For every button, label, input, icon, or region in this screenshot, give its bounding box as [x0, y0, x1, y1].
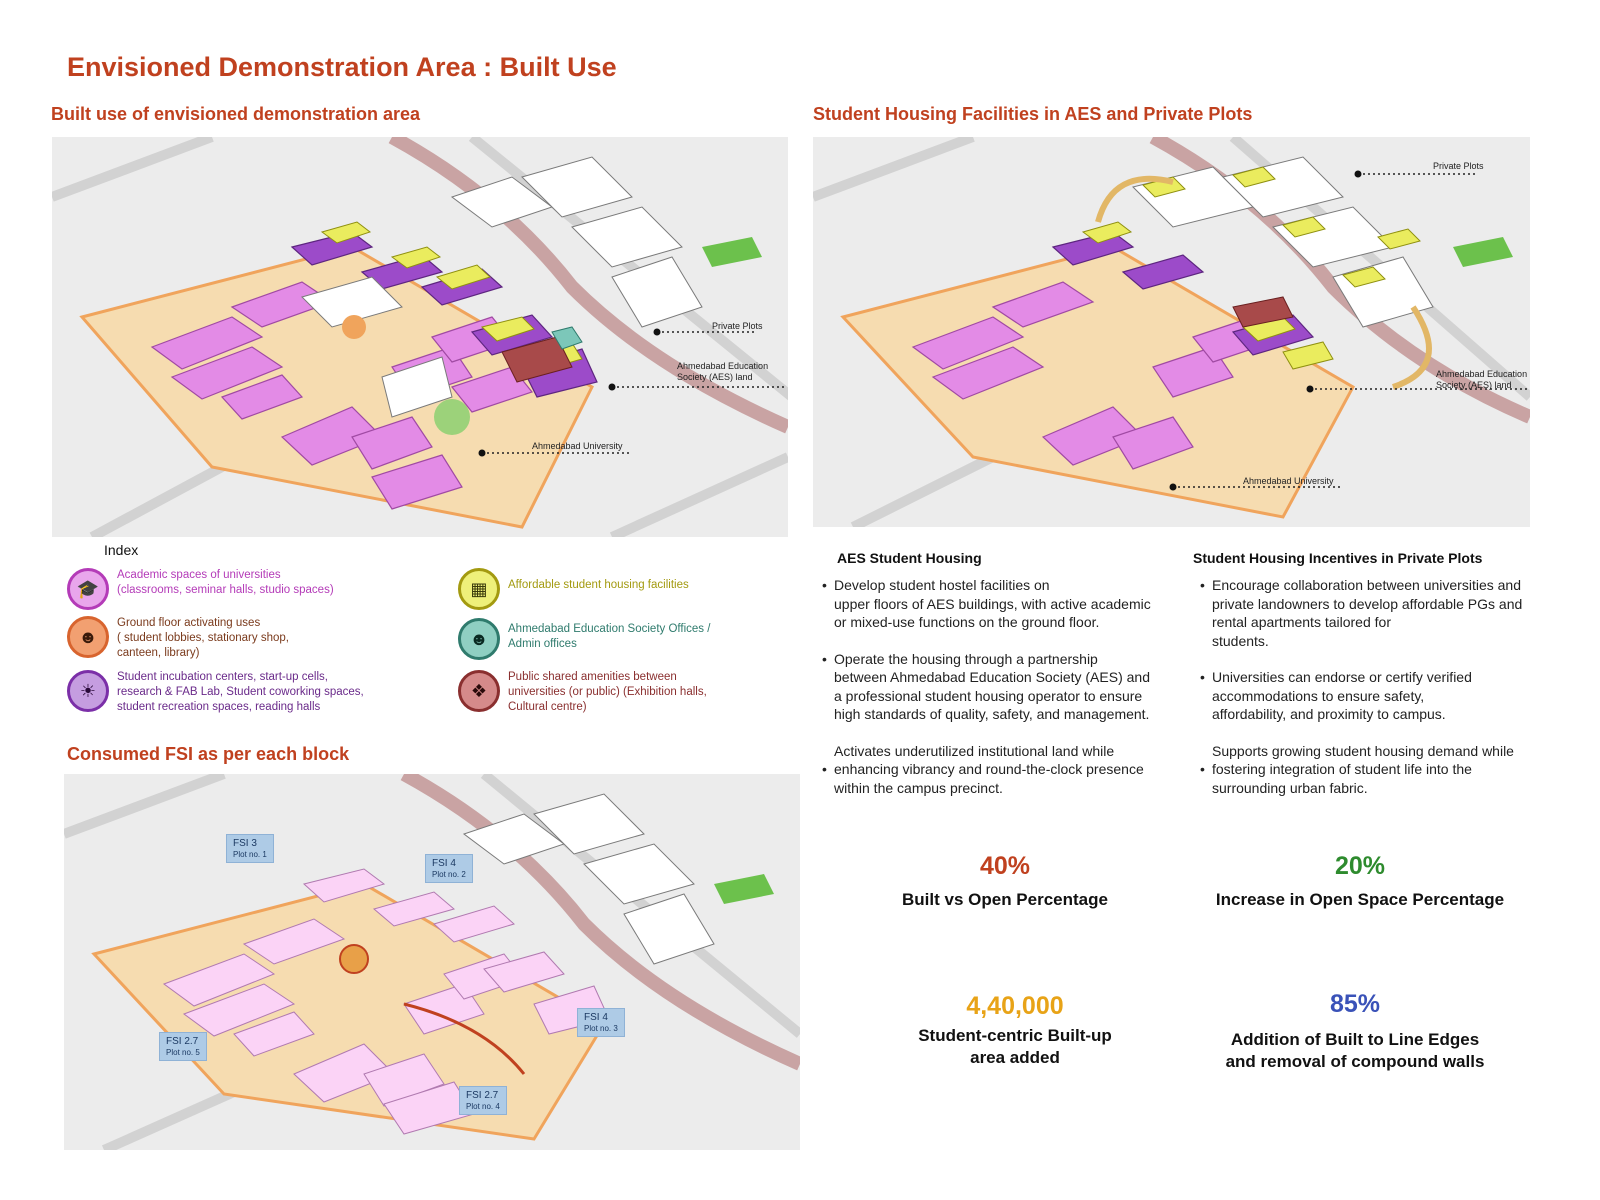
fsi-tag-plot-2	[425, 854, 473, 883]
index-academic-line-2: (classrooms, seminar halls, studio spaces)	[117, 584, 334, 596]
index-academic-line-1: Academic spaces of universities	[117, 569, 281, 581]
list-item: • Universities can endorse or certify verified accommodations to ensure safety, affordability, and proximity to campus.	[1200, 669, 1472, 722]
stat-caption: Addition of Built to Line Edges	[1230, 1030, 1480, 1049]
stat-caption-line-2: area added	[970, 1048, 1060, 1067]
lightbulb-icon: ☀	[67, 670, 109, 712]
fsi-tag-plot-5	[159, 1032, 207, 1061]
index-incubation-line-3: student recreation spaces, reading halls	[117, 701, 321, 713]
student-housing-map	[813, 137, 1530, 527]
stat-caption: Increase in Open Space Percentage	[1215, 890, 1505, 909]
section-title-fsi: Consumed FSI as per each block	[67, 744, 350, 764]
index-item-ground-floor	[67, 616, 289, 661]
aes-housing-heading: AES Student Housing	[837, 550, 982, 566]
section-title-student-housing: Student Housing Facilities in AES and Private Plots	[813, 104, 1253, 124]
plot-number: Plot no. 3	[584, 1023, 618, 1033]
index-incubation-line-2: research & FAB Lab, Student coworking spaces,	[117, 686, 364, 698]
fsi-tag-plot-3	[577, 1008, 625, 1037]
map2-university-label: Ahmedabad University	[1243, 476, 1334, 486]
index-housing-line-1: Affordable student housing facilities	[508, 579, 689, 591]
fsi-value: FSI 2.7	[166, 1036, 199, 1047]
office-worker-icon: ☻	[458, 618, 500, 660]
fsi-map	[64, 774, 800, 1150]
index-item-academic	[67, 568, 334, 610]
person-icon: ☻	[67, 616, 109, 658]
stat-value: 20%	[1334, 852, 1386, 880]
plot-number: Plot no. 4	[466, 1101, 500, 1111]
index-item-housing	[458, 568, 689, 610]
index-incubation-line-1: Student incubation centers, start-up cells,	[117, 671, 328, 683]
graduation-cap-icon: 🎓	[67, 568, 109, 610]
list-item: • Encourage collaboration between universities and private landowners to develop affordable PGs and rental apartments tailored for students.	[1200, 577, 1523, 649]
index-ground-line-2: ( student lobbies, stationary shop,	[117, 632, 289, 644]
index-public-line-1: Public shared amenities between	[508, 671, 677, 683]
map2-private-plots-label: Private Plots	[1433, 161, 1484, 171]
stat-built-vs-open	[870, 852, 1140, 911]
index-title: Index	[104, 542, 139, 558]
plot-number: Plot no. 1	[233, 849, 267, 859]
building-icon: ▦	[458, 568, 500, 610]
page-title: Envisioned Demonstration Area : Built Use	[67, 52, 617, 82]
index-aes-line-2: Admin offices	[508, 638, 577, 650]
index-item-aes-offices	[458, 618, 710, 660]
stat-built-up-area	[880, 992, 1150, 1069]
handshake-icon: ❖	[458, 670, 500, 712]
index-aes-line-1: Ahmedabad Education Society Offices /	[508, 623, 711, 635]
index-public-line-2: universities (or public) (Exhibition halls,	[508, 686, 707, 698]
private-plots-bullets	[1200, 576, 1570, 815]
index-public-line-3: Cultural centre)	[508, 701, 587, 713]
map2-aes-land-label-1: Ahmedabad Education	[1436, 369, 1528, 379]
plot-number: Plot no. 5	[166, 1047, 200, 1057]
index-ground-line-3: canteen, library)	[117, 647, 200, 659]
private-plots-heading: Student Housing Incentives in Private Plots	[1193, 550, 1483, 566]
fsi-value: FSI 3	[233, 838, 257, 849]
built-use-map	[52, 137, 788, 537]
stat-caption: Student-centric Built-up	[918, 1026, 1112, 1045]
list-item: • Operate the housing through a partnership between Ahmedabad Education Society (AES) and a professional student housing operator to ensure high standards of quality, safety, and management.	[822, 650, 1150, 722]
fsi-tag-plot-4	[459, 1086, 507, 1115]
map1-aes-land-label-2: Society (AES) land	[677, 372, 753, 382]
section-title-built-use: Built use of envisioned demonstration area	[51, 104, 421, 124]
stat-open-space-increase	[1190, 852, 1530, 911]
fsi-tag-plot-1	[226, 834, 274, 863]
stat-caption-line-2: and removal of compound walls	[1225, 1052, 1485, 1071]
map1-university-label: Ahmedabad University	[532, 441, 623, 451]
fsi-value: FSI 2.7	[466, 1090, 499, 1101]
stat-value: 85%	[1329, 990, 1381, 1018]
stat-value: 40%	[979, 852, 1031, 880]
list-item: • Develop student hostel facilities on upper floors of AES buildings, with active academic or mixed-use functions on the ground floor.	[822, 577, 1151, 630]
aes-housing-bullets	[822, 576, 1182, 815]
list-item: • Supports growing student housing demand while fostering integration of student life into the surrounding urban fabric.	[1200, 742, 1514, 796]
stat-caption: Built vs Open Percentage	[902, 890, 1108, 909]
list-item: • Activates underutilized institutional land while enhancing vibrancy and round-the-clock presence within the campus precinct.	[822, 742, 1144, 796]
stat-value: 4,40,000	[966, 992, 1064, 1020]
index-item-public-amenities	[458, 670, 707, 715]
map1-private-plots-label: Private Plots	[712, 321, 763, 331]
fsi-value: FSI 4	[584, 1012, 608, 1023]
stat-line-edges	[1205, 990, 1505, 1073]
index-item-incubation	[67, 670, 364, 715]
plot-number: Plot no. 2	[432, 869, 466, 879]
map1-aes-land-label-1: Ahmedabad Education	[677, 361, 769, 371]
map2-aes-land-label-2: Society (AES) land	[1436, 380, 1512, 390]
fsi-value: FSI 4	[432, 858, 456, 869]
index-ground-line-1: Ground floor activating uses	[117, 617, 261, 629]
